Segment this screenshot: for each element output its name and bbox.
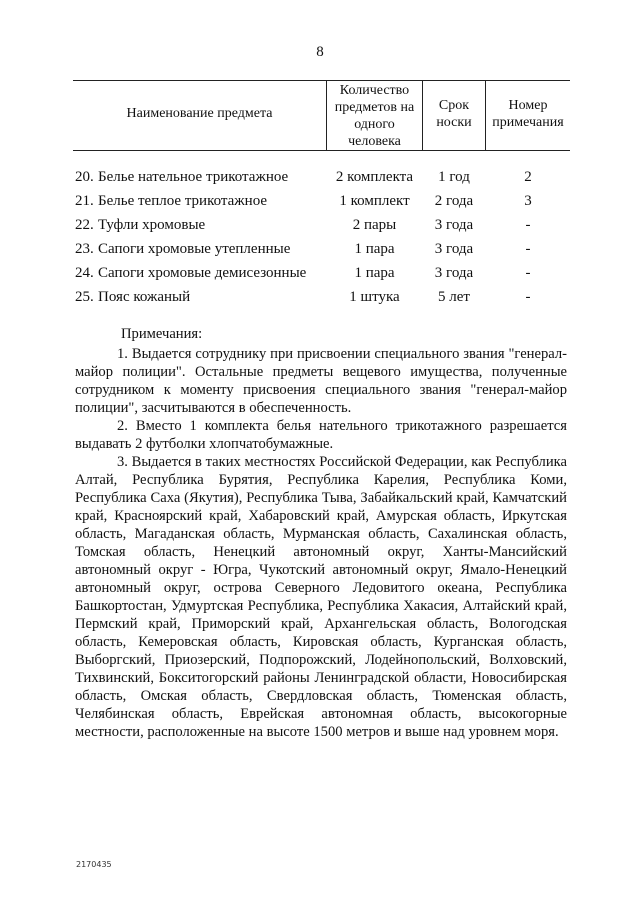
row-quantity: 2 комплекта <box>335 169 414 185</box>
row-term: 3 года <box>434 241 474 257</box>
column-header-term: Срок носки <box>436 98 472 130</box>
note-item-1: 1. Выдается сотруднику при присвоении специального звания "генерал-майор полиции". Остальные предметы вещевого имущества, полученные сотрудником к моменту присвоения специального звания "генерал-майор полиции", засчитываются в обеспеченность. <box>75 346 567 416</box>
row-number: 22. <box>75 217 94 233</box>
row-item-name: Пояс кожаный <box>98 289 191 305</box>
row-quantity: 1 пара <box>354 241 395 257</box>
table-row <box>0 265 640 285</box>
row-quantity: 1 пара <box>354 265 395 281</box>
table-header-rule-top <box>73 80 570 81</box>
document-code: 2170435 <box>76 860 112 869</box>
row-item-name: Сапоги хромовые демисезонные <box>98 265 307 281</box>
notes-section <box>75 325 567 741</box>
row-term: 3 года <box>434 217 474 233</box>
note-item-3: 3. Выдается в таких местностях Российской Федерации, как Республика Алтай, Республика Бурятия, Республика Карелия, Республика Коми, Республика Саха (Якутия), Республика Тыва, Забайкальский край, Камчатский край, Красноярский край, Хабаровский край, Амурская область, Иркутская область, Магаданская область, Мурманская область, Сахалинская область, Томская область, Ненецкий автономный округ, Ханты-Мансийский автономный округ - Югра, Чукотский автономный округ, Ямало-Ненецкий автономный округ, острова Северного Ледовитого океана, Республика Башкортостан, Удмуртская Республика, Республика Хакасия, Алтайский край, Пермский край, Приморский край, Архангельская область, Вологодская область, Кемеровская область, Кировская область, Курганская область, Выборгский, Приозерский, Подпорожский, Лодейнопольский, Волховский, Тихвинский, Бокситогорский районы Ленинградской области, Новосибирская область, Омская область, Свердловская область, Тюменская область, Челябинская область, Еврейская автономная область, высокогорные местности, расположенные на высоте 1500 метров и выше над уровнем моря. <box>75 454 567 740</box>
page-number: 8 <box>316 44 324 60</box>
row-quantity: 1 комплект <box>339 193 410 209</box>
row-number: 25. <box>75 289 94 305</box>
row-item-name: Белье теплое трикотажное <box>98 193 268 209</box>
row-item-name: Туфли хромовые <box>98 217 206 233</box>
row-number: 24. <box>75 265 94 281</box>
row-term: 2 года <box>434 193 474 209</box>
row-note: - <box>525 289 531 305</box>
note-item-2: 2. Вместо 1 комплекта белья нательного трикотажного разрешается выдавать 2 футболки хлопчатобумажные. <box>75 418 567 452</box>
row-term: 3 года <box>434 265 474 281</box>
row-number: 21. <box>75 193 94 209</box>
table-row <box>0 193 640 213</box>
column-header-quantity: Количество предметов на одного человека <box>334 83 415 149</box>
table-row <box>0 241 640 261</box>
row-number: 20. <box>75 169 94 185</box>
table-row <box>0 169 640 189</box>
row-note: - <box>525 217 531 233</box>
row-term: 1 год <box>438 169 470 185</box>
row-note: 3 <box>524 193 532 209</box>
table-header-rule-bottom <box>73 150 570 151</box>
row-quantity: 2 пары <box>352 217 397 233</box>
table-row <box>0 289 640 309</box>
column-header-name: Наименование предмета <box>126 106 273 121</box>
row-note: - <box>525 265 531 281</box>
row-item-name: Белье нательное трикотажное <box>98 169 289 185</box>
row-number: 23. <box>75 241 94 257</box>
notes-title: Примечания: <box>121 326 203 342</box>
row-quantity: 1 штука <box>349 289 400 305</box>
row-note: 2 <box>524 169 532 185</box>
table-row <box>0 217 640 237</box>
column-header-note: Номер примечания <box>492 98 564 130</box>
row-note: - <box>525 241 531 257</box>
row-item-name: Сапоги хромовые утепленные <box>98 241 291 257</box>
row-term: 5 лет <box>438 289 470 305</box>
